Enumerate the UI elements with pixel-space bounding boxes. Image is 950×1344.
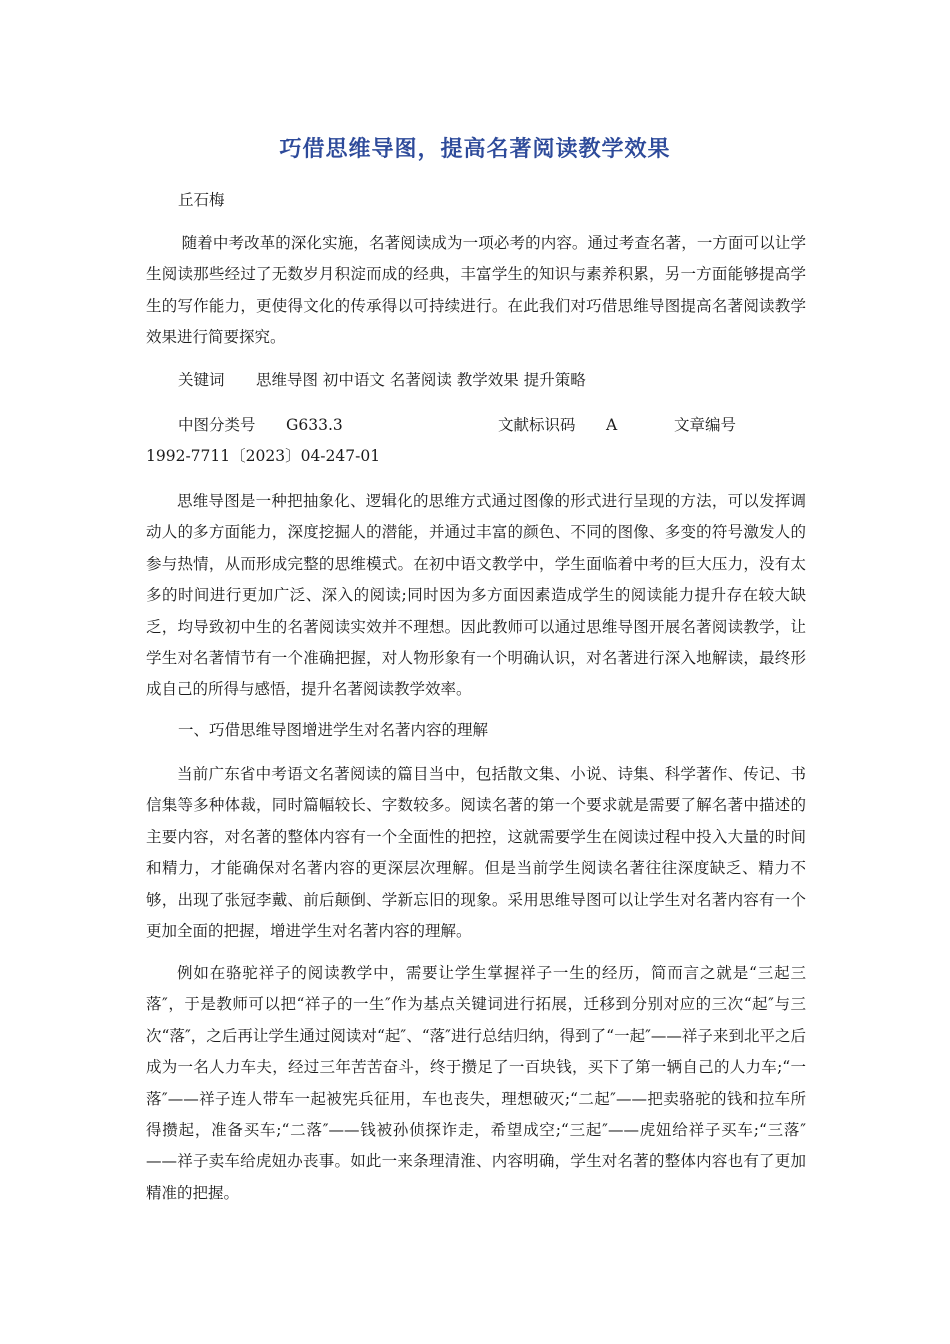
clc-label: 中图分类号 <box>178 416 256 434</box>
clc-value: G633.3 <box>286 416 343 434</box>
doc-code-value: A <box>606 416 618 434</box>
body-paragraph-3: 例如在骆驼祥子的阅读教学中，需要让学生掌握祥子一生的经历，简而言之就是“三起三落″，于是教师可以把“祥子的一生″作为基点关键词进行拓展，迁移到分别对应的三次“起″与三次“落″，之后再让学生通过阅读对“起″、“落″进行总结归纳，得到了“一起″——祥子来到北平之后成为一名人力车夫，经过三年苦苦奋斗，终于攒足了一百块钱，买下了第一辆自己的人力车;“一落″——祥子连人带车一起被宪兵征用，车也丧失，理想破灭;“二起″——把卖骆驼的钱和拉车所得攒起，准备买车;“二落″——钱被孙侦探诈走，希望成空;“三起″——虎妞给祥子买车;“三落″——祥子卖车给虎妞办丧事。如此一来条理清淮、内容明确，学生对名著的整体内容也有了更加精准的把握。 <box>146 964 806 1202</box>
keywords-label: 关键词 <box>178 371 225 389</box>
body-paragraph-2: 当前广东省中考语文名著阅读的篇目当中，包括散文集、小说、诗集、科学著作、传记、书信集等多种体裁，同时篇幅较长、字数较多。阅读名著的第一个要求就是需要了解名著中描述的主要内容，对名著的整体内容有一个全面性的把控，这就需要学生在阅读过程中投入大量的时间和精力，才能确保对名著内容的更深层次理解。但是当前学生阅读名著往往深度缺乏、精力不够，出现了张冠李戴、前后颠倒、学新忘旧的现象。采用思维导图可以让学生对名著内容有一个更加全面的把握，增进学生对名著内容的理解。 <box>146 765 806 941</box>
section-heading-1: 一、巧借思维导图增进学生对名著内容的理解 <box>178 721 489 739</box>
abstract-paragraph: 随着中考改革的深化实施，名著阅读成为一项必考的内容。通过考查名著，一方面可以让学生阅读那些经过了无数岁月积淀而成的经典，丰富学生的知识与素养积累，另一方面能够提高学生的写作能力，更使得文化的传承得以可持续进行。在此我们对巧借思维导图提高名著阅读教学效果进行简要探究。 <box>146 234 806 347</box>
keywords-line <box>178 365 838 395</box>
keywords-terms: 思维导图 初中语文 名著阅读 教学效果 提升策略 <box>256 371 586 389</box>
article-number-label: 文章编号 <box>674 416 737 434</box>
body-paragraph-1: 思维导图是一种把抽象化、逻辑化的思维方式通过图像的形式进行呈现的方法，可以发挥调动人的多方面能力，深度挖掘人的潜能，并通过丰富的颜色、不同的图像、多变的符号激发人的参与热情，从而形成完整的思维模式。在初中语文教学中，学生面临着中考的巨大压力，没有太多的时间进行更加广泛、深入的阅读;同时因为多方面因素造成学生的阅读能力提升存在较大缺乏，均导致初中生的名著阅读实效并不理想。因此教师可以通过思维导图开展名著阅读教学，让学生对名著情节有一个准确把握，对人物形象有一个明确认识，对名著进行深入地解读，最终形成自己的所得与感悟，提升名著阅读教学效率。 <box>146 492 806 699</box>
article-number-value: 1992-7711〔2023〕04-247-01 <box>146 447 381 465</box>
doc-code-label: 文献标识码 <box>498 416 576 434</box>
author-name: 丘石梅 <box>178 191 225 209</box>
article-title: 巧借思维导图，提高名著阅读教学效果 <box>279 137 671 162</box>
classification-line <box>178 410 798 440</box>
